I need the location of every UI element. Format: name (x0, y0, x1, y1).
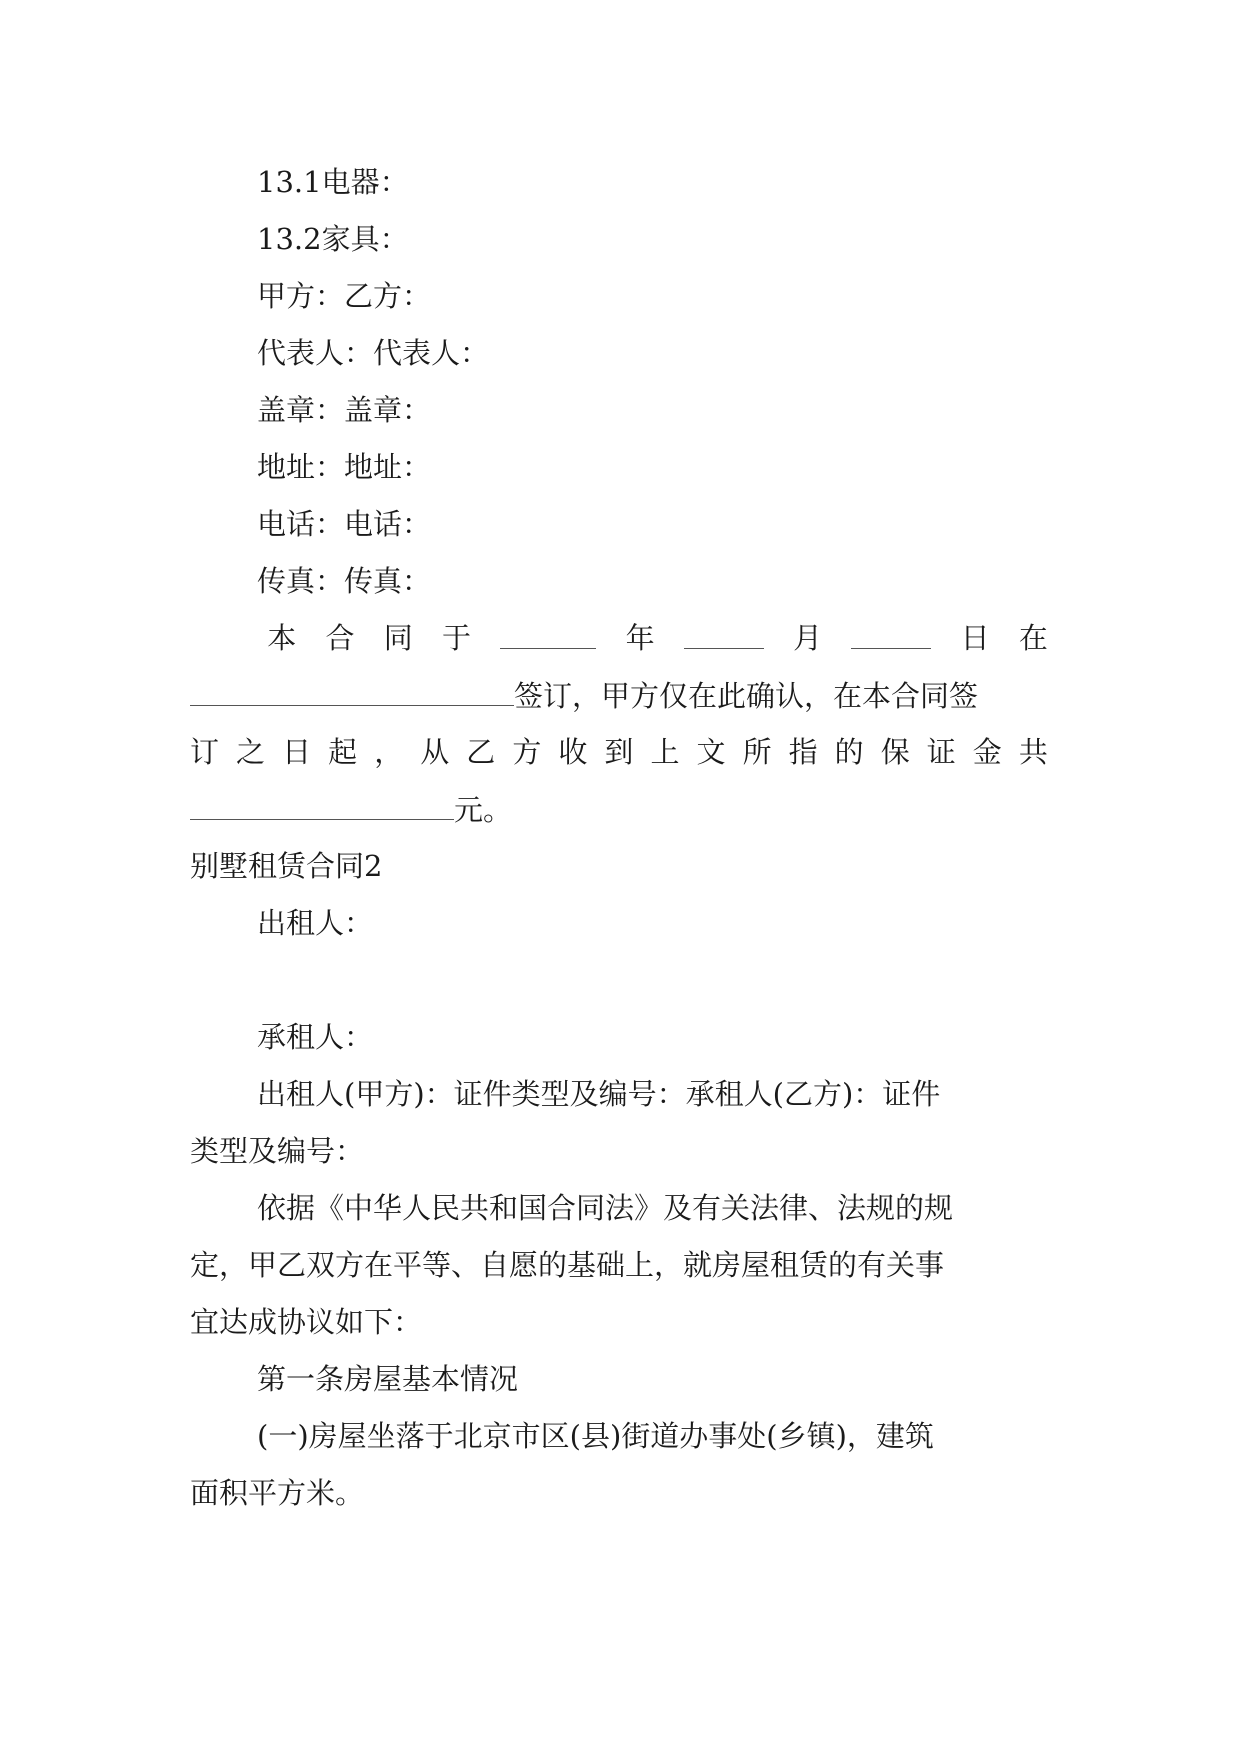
deposit-amount-line (190, 789, 512, 830)
deposit-char: 指 (788, 735, 818, 769)
deposit-char: 文 (696, 735, 726, 769)
month-blank (684, 618, 764, 649)
sign-char: 同 (383, 621, 413, 655)
sign-char: 合 (325, 621, 355, 655)
deposit-char: 收 (558, 735, 588, 769)
lessee-line: 承租人： (257, 1020, 374, 1054)
phone-line: 电话：电话： (257, 507, 432, 541)
address-line: 地址：地址： (257, 450, 432, 484)
deposit-char: 之 (236, 735, 266, 769)
deposit-char: 保 (880, 735, 910, 769)
basis-line: 依据《中华人民共和国合同法》及有关法律、法规的规 (257, 1191, 954, 1225)
seal-line: 盖章：盖章： (257, 393, 432, 427)
sign-char: 本 (267, 621, 297, 655)
signing-date-line (190, 618, 1048, 658)
day-blank (851, 618, 931, 649)
deposit-char: 方 (512, 735, 542, 769)
id-line-continued: 类型及编号： (190, 1134, 365, 1168)
year-blank (500, 618, 596, 649)
lessor-line: 出租人： (257, 906, 374, 940)
deposit-line (190, 732, 1048, 772)
deposit-char: 上 (650, 735, 680, 769)
id-line: 出租人(甲方)：证件类型及编号：承租人(乙方)：证件 (257, 1077, 941, 1111)
agreement-line: 宜达成协议如下： (190, 1305, 423, 1339)
signing-place-text: 签订，甲方仅在此确认，在本合同签 (514, 679, 979, 713)
month-label: 月 (793, 621, 823, 655)
deposit-char: 到 (604, 735, 634, 769)
year-label: 年 (625, 621, 655, 655)
deposit-amount-text: 元。 (454, 793, 513, 827)
deposit-char: 起 (328, 735, 358, 769)
sign-char: 在 (1018, 621, 1048, 655)
basis-line-continued: 定，甲乙双方在平等、自愿的基础上，就房屋租赁的有关事 (190, 1248, 945, 1282)
furniture-line: 13.2家具： (257, 222, 409, 256)
deposit-char: 证 (926, 735, 956, 769)
deposit-char: 日 (282, 735, 312, 769)
deposit-char: 所 (742, 735, 772, 769)
deposit-char: 共 (1018, 735, 1048, 769)
deposit-char: 订 (190, 735, 220, 769)
location-line: (一)房屋坐落于北京市区(县)街道办事处(乡镇)，建筑 (257, 1419, 934, 1453)
place-blank (190, 675, 514, 706)
fax-line: 传真：传真： (257, 564, 432, 598)
section-title: 别墅租赁合同2 (190, 849, 383, 883)
deposit-char: 金 (972, 735, 1002, 769)
appliances-line: 13.1电器： (257, 165, 409, 199)
area-line: 面积平方米。 (190, 1476, 365, 1510)
signing-place-line (190, 675, 978, 716)
amount-blank (190, 789, 454, 820)
deposit-char: ， (374, 735, 404, 769)
deposit-char: 乙 (466, 735, 496, 769)
deposit-char: 从 (420, 735, 450, 769)
article-heading: 第一条房屋基本情况 (257, 1362, 519, 1396)
sign-char: 于 (442, 621, 472, 655)
day-label: 日 (960, 621, 990, 655)
party-line: 甲方：乙方： (257, 279, 432, 313)
deposit-char: 的 (834, 735, 864, 769)
representative-line: 代表人：代表人： (257, 336, 490, 370)
